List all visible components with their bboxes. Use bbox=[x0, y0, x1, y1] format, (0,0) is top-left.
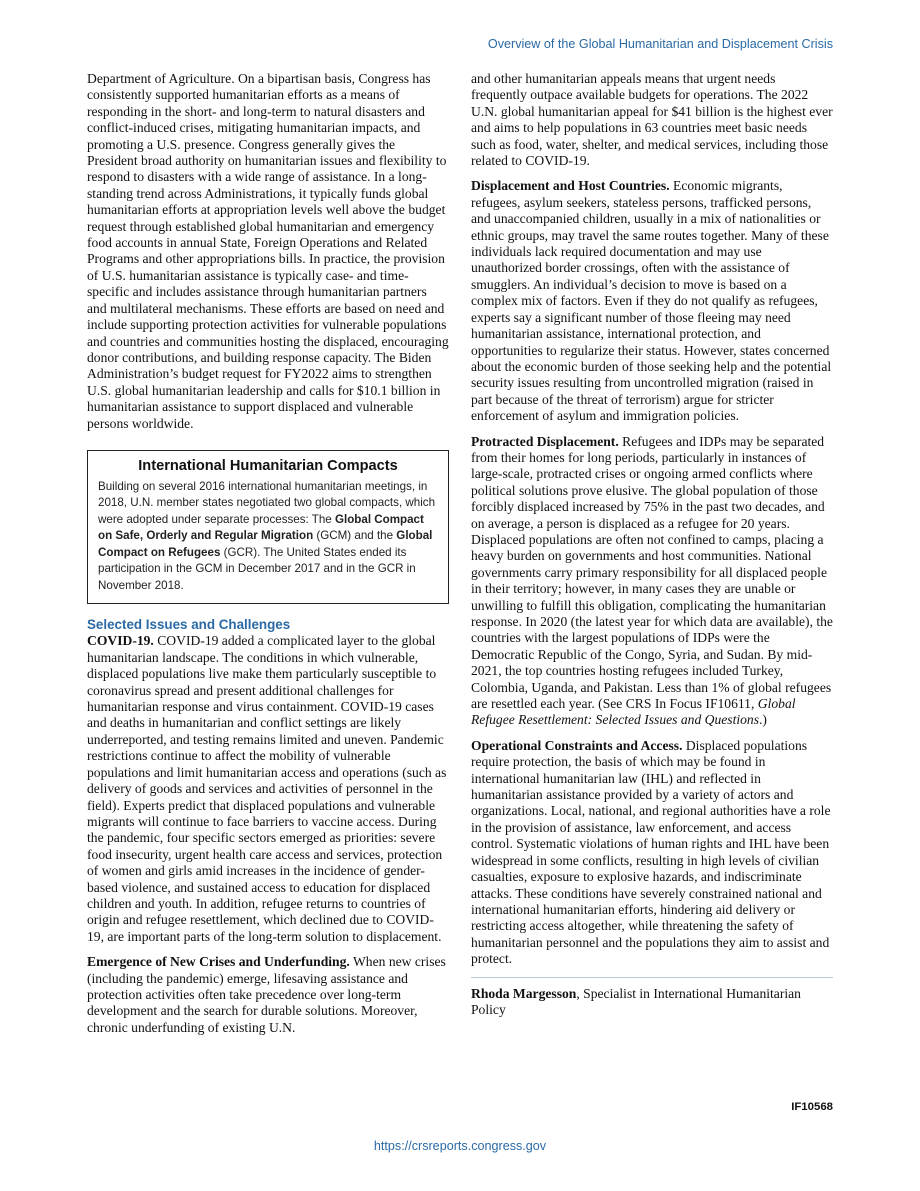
operational-heading: Operational Constraints and Access. bbox=[471, 737, 683, 753]
displacement-heading: Displacement and Host Countries. bbox=[471, 178, 670, 194]
author-divider bbox=[471, 977, 833, 978]
box-text-1: Building on several 2016 international humanitarian meetings, in 2018, U.N. member states negotiated two global compacts, which were adopted under separate processes: The bbox=[98, 479, 436, 526]
box-text-2: (GCM) and the bbox=[313, 529, 397, 543]
page-header-title: Overview of the Global Humanitarian and Displacement Crisis bbox=[487, 37, 833, 51]
intro-paragraph: Department of Agriculture. On a bipartisan basis, Congress has consistently supported humanitarian efforts as a means of responding in the short- and long-term to natural disasters and conflict-induced crises, mitigating humanitarian impacts, and promoting a U.S. presence. Congress generally gives the President broad authority on humanitarian issues and flexibility to respond to disasters with a wide range of assistance. In a long-standing trend across Administrations, it typically funds global humanitarian efforts at appropriation levels well above the budget request through established global humanitarian and emergency food accounts in annual State, Foreign Operations and Related Programs and other appropriations bills. In practice, the provision of U.S. humanitarian assistance is typically case- and time-specific and includes assistance through humanitarian partners and multilateral mechanisms. These efforts are based on need and include supporting protection activities for vulnerable populations and countries and communities hosting the displaced, encouraging donor contributions, and building response capacity. The Biden Administration’s budget request for FY2022 aims to strengthen U.S. global humanitarian leadership and calls for $10.1 billion in humanitarian assistance to support displaced and vulnerable persons worldwide. bbox=[87, 71, 449, 431]
gcr-name: Global Compact on Refugees bbox=[98, 529, 433, 559]
gcm-name: Global Compact on Safe, Orderly and Regular Migration bbox=[98, 512, 424, 543]
covid-text: COVID-19 added a complicated layer to the global humanitarian landscape. The conditions in which vulnerable, displaced populations live make them particularly susceptible to coronavirus spread and present additional challenges for humanitarian response and virus containment. COVID-19 cases and deaths in humanitarian and conflict settings are likely underreported, and testing remains limited and uneven. Pandemic restrictions continue to affect the mobility of vulnerable populations and limit humanitarian access and operations (such as delivery of goods and services and activities of personnel in the field). Experts predict that displaced populations and vulnerable migrants will continue to face barriers to vaccine access. During the pandemic, four specific sectors emerged as priorities: severe food insecurity, urgent health care access and services, protection of women and girls amid increases in the incidence of gender-based violence, and sustained access to education for displaced children and youth. In addition, refugee returns to countries of origin and refugee resettlement, which declined due to COVID-19, are important parts of the long-term solution to displacement. bbox=[87, 633, 447, 944]
compacts-box-title: International Humanitarian Compacts bbox=[138, 457, 398, 474]
operational-paragraph bbox=[471, 738, 833, 968]
author-name: Rhoda Margesson bbox=[471, 985, 577, 1001]
protracted-text-end: .) bbox=[759, 712, 767, 728]
compacts-box-body bbox=[98, 479, 438, 595]
left-column bbox=[87, 71, 449, 1036]
protracted-paragraph bbox=[471, 434, 833, 729]
protracted-text: Refugees and IDPs may be separated from their homes for long periods, particularly in instances of large-scale, protracted crises or ongoing armed conflicts where political solutions prove elusive. The global population of those forcibly displaced increased by 75% in the past two decades, and on average, a person is displaced as a refugee for 20 years. Displaced populations are often not confined to camps, placing a heavy burden on governments and host communities. National governments carry primary responsibility for all displaced people in their territory; however, in many cases they are unable or unwilling to fulfill this obligation, complicating the humanitarian response. In 2020 (the latest year for which data are available), the countries with the largest populations of IDPs were the Democratic Republic of the Congo, Syria, and Sudan. By mid-2021, the top countries hosting refugees included Turkey, Colombia, Uganda, and Pakistan. Less than 1% of global refugees are resettled each year. (See CRS In Focus IF10611, bbox=[471, 433, 833, 712]
protracted-heading: Protracted Displacement. bbox=[471, 433, 619, 449]
covid-paragraph bbox=[87, 633, 449, 945]
box-text-3: (GCR). The United States ended its participation in the GCM in December 2017 and in the GCR in November 2018. bbox=[98, 545, 416, 592]
right-column bbox=[471, 71, 833, 1018]
new-crises-paragraph bbox=[87, 954, 449, 1036]
new-crises-heading: Emergence of New Crises and Underfunding. bbox=[87, 954, 350, 970]
author-line bbox=[471, 986, 833, 1019]
author-role: , Specialist in International Humanitarian Policy bbox=[471, 985, 801, 1017]
section-heading: Selected Issues and Challenges bbox=[87, 617, 291, 633]
displacement-paragraph bbox=[471, 178, 833, 424]
new-crises-text: When new crises (including the pandemic) emerge, lifesaving assistance and protection activities often take precedence over long-term development and the search for durable solutions. Moreover, chronic underfunding of existing U.N. bbox=[87, 954, 446, 1035]
footer-url[interactable]: https://crsreports.congress.gov bbox=[373, 1139, 547, 1153]
covid-heading: COVID-19. bbox=[87, 633, 154, 649]
continuation-paragraph: and other humanitarian appeals means that urgent needs frequently outpace available budgets for operations. The 2022 U.N. global humanitarian appeal for $41 billion is the highest ever and aims to help populations in 63 countries meet basic needs such as food, water, shelter, and medical services, including those related to COVID-19. bbox=[471, 71, 833, 169]
document-id: IF10568 bbox=[791, 1101, 833, 1113]
compacts-box bbox=[87, 450, 449, 605]
operational-text: Displaced populations require protection, the basis of which may be found in international humanitarian law (IHL) and reflected in humanitarian assistance provided by a variety of actors and organizations. Local, national, and regional authorities have a role in the provision of assistance, law enforcement, and access control. Systematic violations of human rights and IHL have been widespread in some conflicts, resulting in high levels of civilian casualties, exposure to explosive hazards, and indiscriminate attacks. These conditions have severely constrained national and international humanitarian efforts, hindering aid delivery or restricting access altogether, while threatening the safety of humanitarian personnel and the populations they aim to assist and protect. bbox=[471, 737, 831, 967]
crs-reference-title: Global Refugee Resettlement: Selected Issues and Questions bbox=[471, 696, 796, 728]
displacement-text: Economic migrants, refugees, asylum seekers, stateless persons, trafficked persons, and unaccompanied children, usually in a mix of nationalities or ethnic groups, may travel the same routes together. Many of these individuals lack required documentation and may use unauthorized border crossings, often with the assistance of smugglers. An individual’s decision to move is based on a complex mix of factors. Even if they do not qualify as refugees, experts say a significant number of those fleeing may need humanitarian assistance, international protection, and opportunities to regularize their status. However, states concerned about the economic burden of those seeking help and the potential security issues resulting from uncontrolled migration (raised in part because of the threat of terrorism) argue for stricter enforcement of asylum and immigration policies. bbox=[471, 178, 832, 424]
